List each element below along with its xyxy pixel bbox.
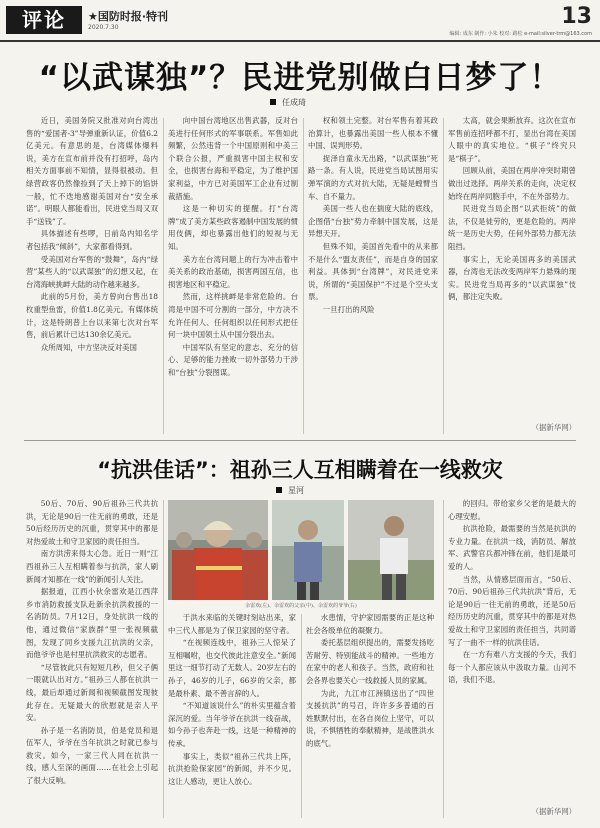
article-separator <box>24 440 576 441</box>
paragraph: 委托基层组织提出的，需要发扬吃苦耐劳、特别能战斗的精神。一些地方在家中的老人和孩子。当然，政府和社会各界也要关心一线救援人员的家属。 <box>306 638 434 685</box>
paragraph: 然而，这样挑衅是非常危险的。台湾是中国不可分割的一部分，中方决不允许任何人、任何组织以任何形式把任何一块中国领土从中国分裂出去。 <box>168 292 298 340</box>
paragraph: 回顾从前，美国在两岸冲突时期曾做出过选择。两岸关系的走向，决定权始终在两岸同胞手中，不在外部势力。 <box>448 166 576 201</box>
paragraph: 当然，从情感层面而言，“50后、70后、90后祖孙三代共抗洪”背后，无论是90后一往无前的勇敢，还是50后经历历史的沉重，贯穿其中的都是对热爱故土和守卫家园的责任担当，共同谱写了一曲不一样的抗洪佳话。 <box>448 574 576 647</box>
photo-father <box>272 500 344 600</box>
column-divider <box>303 118 304 434</box>
article1-title: “以武谋独”？民进党别做白日梦了！ <box>38 60 562 96</box>
column-divider <box>163 118 164 434</box>
paragraph: “在视频连线中，祖孙三人惊呆了互相嘱咐，也交代彼此注意安全。”新闻里这一细节打动了无数人。20岁左右的孙子，46岁的儿子，66岁的父亲，都是最朴素、最不善言辞的人。 <box>168 638 296 698</box>
article1-column-2 <box>168 115 298 435</box>
article1-byline <box>270 97 306 108</box>
firefighter-photo-icon <box>168 500 268 600</box>
paragraph: 众所周知，中方坚决反对美国 <box>40 342 137 352</box>
photo-strip <box>168 500 434 608</box>
paragraph: 于洪水来临的关键时刻站出来，家中三代人都是为了保卫家园的坚守者。 <box>168 613 296 635</box>
paragraph: 这是一种切实的提醒。打“台湾牌”成了美方某些政客遏制中国发展的惯用伎俩，却也暴露出他们的短视与无知。 <box>168 204 298 251</box>
article2-column-4 <box>448 498 576 804</box>
editors-line: 编辑: 成东 制作: 小朱 校对: 路松 e-mail:silver-trm@163.com <box>449 31 592 37</box>
paragraph: 抗洪抢险，最需要的当然是抗洪的专业力量。在抗洪一线，消防员、解放军、武警官兵都冲锋在前，他们是最可爱的人。 <box>448 524 576 571</box>
paragraph: 据报道，江西小伙余雷欢是江西萍乡市消防救援支队赴新余抗洪救援的一名消防员。7月12日，身处抗洪一线的他，通过微信“家族群”里一张视频截图，发现了同乡支援九江抗洪的父亲，而他爷爷也是村里抗洪救灾的志愿者。 <box>26 587 158 660</box>
paragraph: 在一方有难八方支援的今天，我们每一个人都应该从中汲取力量。山河不语，我们不退。 <box>448 650 576 685</box>
page-number: 13 <box>561 4 592 29</box>
paragraph: 近日，美国务院又批准对向台湾出售的“爱国者-3”导弹重新认证，价值6.2亿美元。有意思的是，台湾媒体爆料说，美方在宣布前并没有打招呼，岛内相关方面事前不知情，显得很被动。但绿营政客仍然像捡到了天上掉下的馅饼一般，忙不迭地感谢美国对台“安全承诺”。明眼人都能看出，民进党当局又双手“送钱”了。 <box>26 116 158 226</box>
column-divider <box>443 500 444 818</box>
photo-grandfather <box>348 500 434 600</box>
paragraph: 50后、70后、90后祖孙三代共抗洪，无论是90后一往无前的勇敢，还是50后经历历史的沉重，贯穿其中的都是对热爱故土和守卫家园的责任担当。 <box>26 499 158 546</box>
paragraph: 太高，就会果断放弃。这次在宣布军售前连招呼都不打，显出台湾在美国人眼中的真实地位。“棋子”终究只是“棋子”。 <box>448 116 576 163</box>
photo-firefighter <box>168 500 268 600</box>
paragraph: 的回归。带给家乡父老的是最大的心理安慰。 <box>448 499 576 521</box>
paragraph: 事实上，类似“祖孙三代共上阵，抗洪抢险保家园”的新闻，并不少见。这让人感动，更让人放心。 <box>168 751 296 786</box>
issue-date: 2020.7.30 <box>88 24 119 31</box>
article2-column-1 <box>26 498 158 820</box>
article2-author: 星河 <box>288 486 304 495</box>
father-photo-icon <box>272 500 344 600</box>
paragraph: 美国一些人也在揣度大陆的底线，企图借“台独”势力牵制中国发展，这是异想天开。 <box>308 204 438 239</box>
square-icon <box>270 99 276 105</box>
article2-byline <box>276 485 304 496</box>
article2-column-3 <box>306 612 434 820</box>
paragraph: 捉泽自童永无出路，“以武谋独”死路一条。有人说，民进党当局试图用实弹军演的方式对抗大陆，无疑是螳臂当车、自不量力。 <box>308 153 438 201</box>
paragraph: 孙子是一名消防员，伯是党员和退伍军人，爷爷在当年抗洪之时就已参与救灾。如今，一家三代人同在抗洪一线，感人至深的画面……在社会上引起了很大反响。 <box>26 725 158 786</box>
paragraph: 向中国台湾地区出售武器，反对台美进行任何形式的军事联系。军售如此频繁，公然违背一个中国原则和中美三个联合公报，严重损害中国主权和安全，也损害台海和平稳定，为了维护国家利益，中方已对美国军工企业有过制裁措施。 <box>168 116 298 201</box>
paragraph: “尽管彼此只有短短几秒，但父子俩一眼就认出对方。”祖孙三人都在抗洪一线，最后却通过新闻和视频截图发现彼此存在。无疑最大的欣慰就是亲人平安。 <box>26 662 158 723</box>
paragraph: 美方在台湾问题上的行为冲击着中美关系的政治基础，损害两国互信，也损害地区和平稳定。 <box>168 254 298 289</box>
paragraph: 南方洪涝来得太心急。近日一则“江西祖孙三人互相瞒着参与抗洪，家人刷新闻才知都在一线”的新闻引人关注。 <box>26 549 158 584</box>
paragraph: 具体描述有些啰，日前岛内知名学者包括我“倾斜”，大家都看得到。 <box>26 229 158 251</box>
paragraph: 民进党当局企图“以武拒统”的做法，不仅是徒劳的，更是危险的。两岸统一是历史大势，任何外部势力都无法阻挡。 <box>448 204 576 251</box>
paragraph: 受美国对台军售的“鼓舞”，岛内“绿营”某些人的“以武谋独”的幻想又起，在台湾海峡挑衅大陆的动作越来越多。 <box>26 254 158 289</box>
paragraph: 此前的5月份，美方曾向台售出18枚重型鱼雷，价值1.8亿美元。有媒体统计，这是特朗普上台以来第七次对台军售，前后累计已达130余亿美元。 <box>26 292 158 340</box>
square-icon <box>276 487 282 493</box>
column-divider <box>301 614 302 818</box>
section-badge: 评论 <box>6 6 82 34</box>
paragraph: 为此，九江市江洲镇送出了“四世支援抗洪”的号召，许许多多普通的百姓默默付出，在各自岗位上坚守，可以说，不惧牺牲的奉献精神，是战胜洪水的底气。 <box>306 688 434 748</box>
column-divider <box>163 500 164 818</box>
paragraph: 但殊不知，美国首先看中的从来都不是什么“盟友责任”，而是自身的国家利益。具体到“台湾牌”，对民进党来说，所谓的“美国保护”不过是个空头支票。 <box>308 241 438 302</box>
header-rule <box>0 40 600 42</box>
paragraph: 水患情，守护家园需要的正是这种社会各级单位的凝聚力。 <box>306 613 434 635</box>
column-divider <box>443 118 444 434</box>
paragraph: 事实上，无论美国再多的美国武器，台湾也无法改变两岸军力悬殊的现实。民进党当局再多的“以武谋独”伎俩，都注定失败。 <box>448 254 576 302</box>
article1-source: （据新华网） <box>531 423 576 432</box>
article2-source: （据新华网） <box>531 807 576 816</box>
paragraph: “不知道该说什么”的朴实里蕴含着深沉的爱。当年爷爷在抗洪一线奋战，如今孙子也奔赴一线，这是一种精神的传承。 <box>168 701 296 748</box>
article2-column-2 <box>168 612 296 820</box>
paragraph: 一旦打出的风险 <box>322 304 375 314</box>
grandfather-photo-icon <box>348 500 434 600</box>
newspaper-name: ★国防时报·特刊 <box>88 10 169 23</box>
article1-column-4 <box>448 115 576 421</box>
page-header <box>0 0 600 40</box>
paragraph: 中国军队有坚定的意志、充分的信心、足够的能力挫败一切外部势力干涉和“台独”分裂图谋。 <box>168 342 298 377</box>
article1-author: 任成琦 <box>282 98 306 107</box>
photo-caption: 余雷欢(左)、余雷欢的父亲(中)、余雷欢的爷爷(右) <box>245 603 357 609</box>
article1-column-1 <box>26 115 158 435</box>
article2-title: “抗洪佳话”：祖孙三人互相瞒着在一线救灾 <box>97 458 503 482</box>
article1-column-3 <box>308 115 438 435</box>
paragraph: 权和领土完整。对台军售有着其政治算计，也暴露出美国一些人根本不懂中国、误判形势。 <box>308 116 438 151</box>
